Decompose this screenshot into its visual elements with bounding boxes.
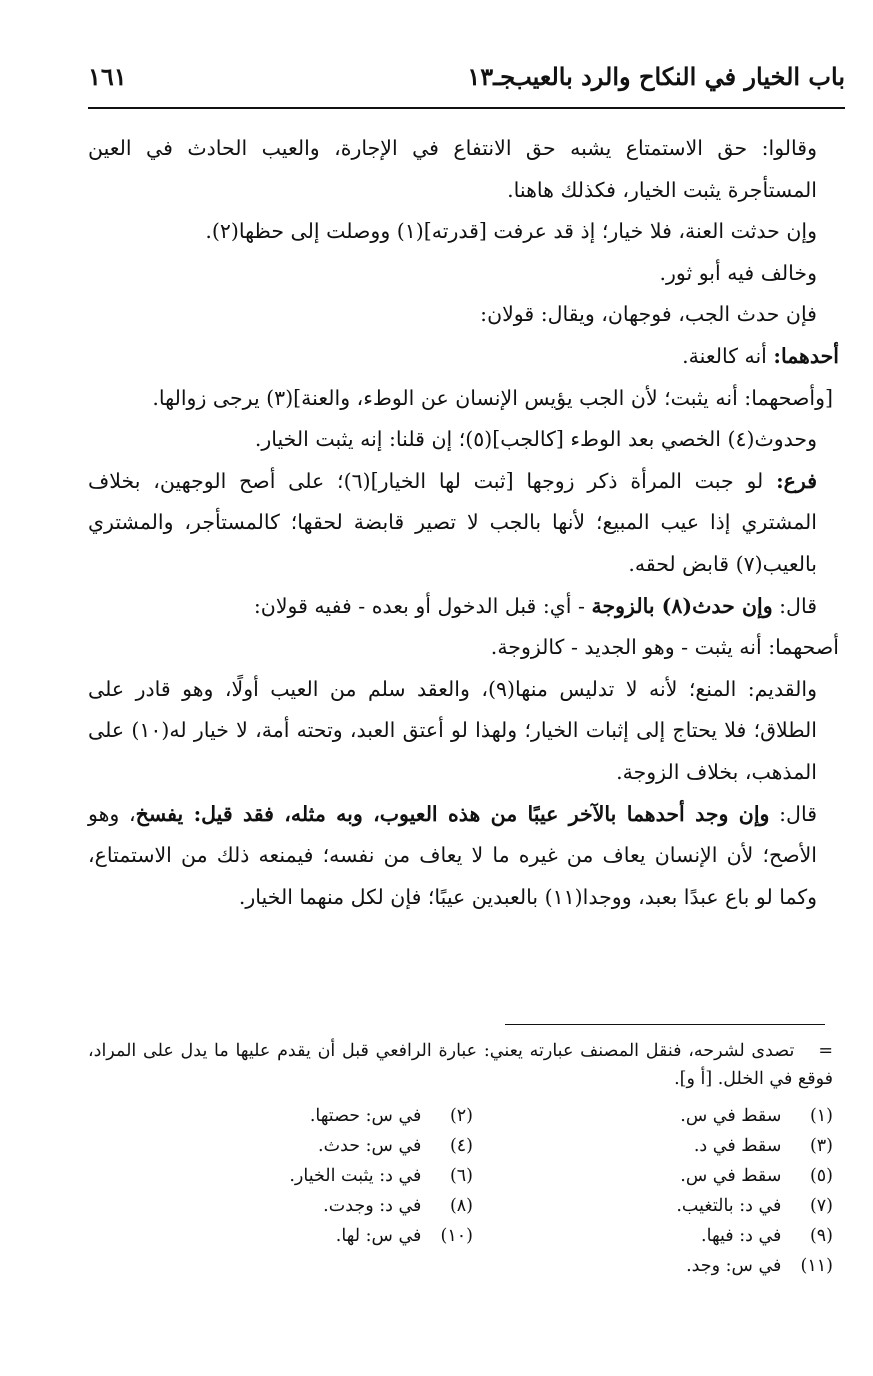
footnote-lead-text: تصدى لشرحه، فنقل المصنف عبارته يعني: عبارة الرافعي قبل أن يقدم عليها ما يدل على المراد، فوقع في الخلل. [أ و]. — [88, 1041, 833, 1089]
footnote-text: سقط في س. — [680, 1166, 782, 1186]
footnote-text: في س: لها. — [335, 1226, 422, 1246]
paragraph: وحدوث(٤) الخصي بعد الوطء [كالجب](٥)؛ إن قلنا: إنه يثبت الخيار. — [254, 427, 817, 452]
footnote-text — [88, 1037, 833, 1093]
header-rule — [88, 107, 845, 109]
footnote-number: (٨) — [449, 1196, 473, 1216]
footnote-item — [603, 1101, 833, 1131]
continuation-mark: = — [818, 1041, 833, 1061]
matn-text: وإن وجد أحدهما بالآخر عيبًا من هذه العيوب، وبه مثله، فقد قيل: يفسخ — [135, 801, 770, 826]
paragraph: وخالف فيه أبو ثور. — [659, 260, 817, 285]
page-number: ١٦١ — [88, 62, 127, 91]
footnote-number: (٤) — [449, 1136, 473, 1156]
qal-label: قال: — [772, 593, 817, 618]
main-text — [88, 128, 839, 918]
paragraph-text: لو جبت المرأة ذكر زوجها [ثبت لها الخيار](٦)؛ على أصح الوجهين، بخلاف المشتري إذا عيب المبيع؛ لأنها بالجب لا تصير قابضة لحقها؛ كالمستأجر، والمشتري بالعيب(٧) قابض لحقه. — [88, 468, 817, 576]
volume-number: جـ١٣ — [467, 62, 515, 91]
footnote-number: (٣) — [809, 1136, 833, 1156]
footnote-item — [603, 1161, 833, 1191]
footnote-number: (٢) — [449, 1106, 473, 1126]
footnote-number: (٧) — [809, 1196, 833, 1216]
footnotes-left-column — [233, 1101, 473, 1251]
paragraph — [88, 586, 839, 628]
paragraph: أصحهما: أنه يثبت - وهو الجديد - كالزوجة. — [490, 635, 839, 660]
footnote-number: (١) — [809, 1106, 833, 1126]
footnote-text: في د: فيها. — [701, 1226, 782, 1246]
paragraph: وإن حدثت العنة، فلا خيار؛ إذ قد عرفت [قدرته](١) ووصلت إلى حظها(٢). — [205, 219, 817, 244]
footnote-number: (١١) — [800, 1256, 833, 1276]
footnote-text: في د: يثبت الخيار. — [289, 1166, 422, 1186]
footnote-item — [233, 1161, 473, 1191]
paragraph-text: ، وهو الأصح؛ لأن الإنسان يعاف من غيره ما لا يعاف من نفسه؛ فيمنعه ذلك من الاستمتاع، وكما لو باع عبدًا بعبد، ووجدا(١١) بالعبدين عيبًا؛ فإن لكل منهما الخيار. — [88, 801, 817, 909]
footnote-continuation — [88, 1037, 833, 1093]
footnotes-right-column — [603, 1101, 833, 1281]
chapter-title: باب الخيار في النكاح والرد بالعيب — [509, 62, 845, 91]
running-header — [88, 62, 845, 102]
paragraph: وقالوا: حق الاستمتاع يشبه حق الانتفاع في الإجارة، والعيب الحادث في العين المستأجرة يثبت الخيار، فكذلك هاهنا. — [88, 136, 817, 202]
bold-lead: فرع: — [776, 468, 817, 493]
footnote-text: في د: وجدت. — [323, 1196, 422, 1216]
paragraph-text: أنه كالعنة. — [682, 343, 774, 368]
footnote-item — [233, 1131, 473, 1161]
matn-text: وإن حدث(٨) بالزوجة — [591, 593, 773, 618]
footnote-text: سقط في د. — [693, 1136, 782, 1156]
bold-lead: أحدهما: — [773, 343, 839, 368]
footnote-text: في س: وجد. — [686, 1256, 782, 1276]
footnote-number: (١٠) — [440, 1226, 473, 1246]
footnote-item — [603, 1251, 833, 1281]
footnote-text: في د: بالتغيب. — [676, 1196, 782, 1216]
footnote-rule — [505, 1024, 825, 1025]
paragraph — [88, 794, 839, 919]
footnote-text: في س: حدث. — [318, 1136, 422, 1156]
paragraph: [وأصحهما: أنه يثبت؛ لأن الجب يؤيس الإنسان عن الوطء، والعنة](٣) يرجى زوالها. — [152, 385, 833, 410]
footnote-item — [233, 1101, 473, 1131]
footnote-number: (٥) — [809, 1166, 833, 1186]
footnote-number: (٩) — [809, 1226, 833, 1246]
paragraph: والقديم: المنع؛ لأنه لا تدليس منها(٩)، والعقد سلم من العيب أولًا، وهو قادر على الطلاق؛ فلا يحتاج إلى إثبات الخيار؛ ولهذا لو أعتق العبد، وتحته أمة، لا خيار له(١٠) على المذهب، بخلاف الزوجة. — [88, 676, 817, 784]
footnote-item — [233, 1191, 473, 1221]
paragraph-text: - أي: قبل الدخول أو بعده - ففيه قولان: — [253, 593, 592, 618]
paragraph — [88, 461, 839, 586]
footnote-item — [603, 1131, 833, 1161]
footnote-text: سقط في س. — [680, 1106, 782, 1126]
footnote-item — [603, 1191, 833, 1221]
footnote-number: (٦) — [449, 1166, 473, 1186]
paragraph — [88, 336, 839, 378]
footnote-item — [233, 1221, 473, 1251]
footnote-item — [603, 1221, 833, 1251]
paragraph: فإن حدث الجب، فوجهان، ويقال: قولان: — [480, 302, 817, 327]
qal-label: قال: — [769, 801, 817, 826]
footnote-text: في س: حصتها. — [309, 1106, 422, 1126]
